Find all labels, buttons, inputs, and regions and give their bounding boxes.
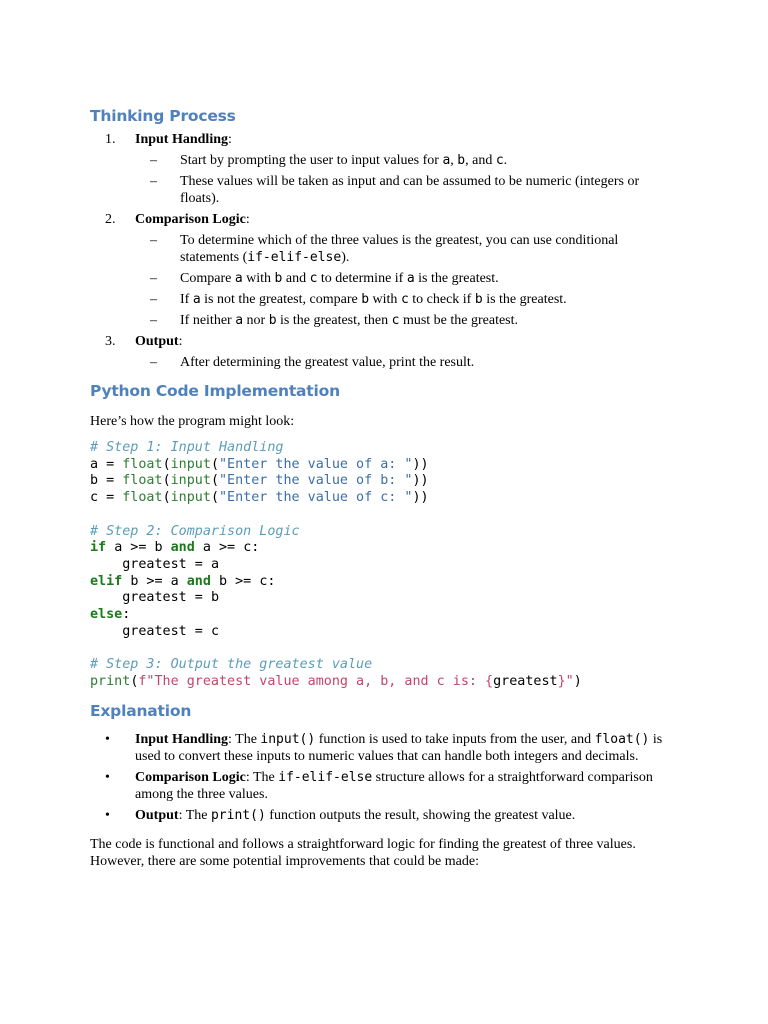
- code-comment: # Step 2: Comparison Logic: [90, 523, 300, 539]
- step-subitems: [135, 152, 680, 207]
- explanation-item: • Comparison Logic: The if-elif-else structure allows for a straightforward comparison among the three values.: [105, 769, 653, 802]
- step-number: 3.: [105, 334, 116, 349]
- heading-python-code: Python Code Implementation: [90, 382, 340, 400]
- sub-item: – These values will be taken as input and can be assumed to be numeric (integers or floats).: [150, 174, 640, 206]
- explanation-item: • Input Handling: The input() function is used to take inputs from the user, and float() is used to convert these inputs to numeric values that can handle both integers and decimals.: [105, 731, 663, 764]
- step-item: 2. Comparison Logic: – To determine which of the three values is the greatest, you can use conditional statements (if-elif-else). – Compare a with b and c to determine if a is the greatest. – If a is not the greatest, compare b with c to check if b is the greatest. – If neither a nor b is the greatest, then c must be the greatest.: [90, 211, 680, 329]
- step-subitems: [135, 354, 680, 371]
- heading-thinking-process: Thinking Process: [90, 107, 236, 125]
- step-number: 1.: [105, 132, 116, 147]
- step-item: 1. Input Handling: – Start by prompting the user to input values for a, b, and c. – These values will be taken as input and can be assumed to be numeric (integers or floats).: [90, 131, 680, 207]
- sub-item: – After determining the greatest value, print the result.: [150, 355, 475, 370]
- closing-paragraph: The code is functional and follows a straightforward logic for finding the greatest of three values. However, there are some potential improvements that could be made:: [90, 836, 636, 870]
- explanation-list: [90, 731, 680, 824]
- step-item: 3. Output: – After determining the greatest value, print the result.: [90, 333, 680, 371]
- step-title: Input Handling: [135, 132, 228, 147]
- sub-item: – Compare a with b and c to determine if a is the greatest.: [150, 271, 499, 286]
- sub-item: – If a is not the greatest, compare b with c to check if b is the greatest.: [150, 292, 567, 307]
- sub-item: – If neither a nor b is the greatest, then c must be the greatest.: [150, 313, 519, 328]
- code-comment: # Step 3: Output the greatest value: [90, 657, 373, 673]
- step-subitems: [135, 232, 680, 329]
- code-block: # Step 1: Input Handling a = float(input("Enter the value of a: ")) b = float(input("Enter the value of b: ")) c = float(input("Enter the value of c: ")) # Step 2: Comparison Logic if a >= b and a >= c: greatest = a elif b >= a and b >= c: greatest = b else: greatest = c # Step 3: Output the greatest value print(f"The greatest value among a, b, and c is: {greatest}"): [90, 440, 582, 689]
- thinking-steps-list: [90, 131, 680, 371]
- code-comment: # Step 1: Input Handling: [90, 440, 284, 455]
- explanation-item: • Output: The print() function outputs the result, showing the greatest value.: [105, 807, 576, 823]
- document-content: [90, 104, 680, 871]
- sub-item: – To determine which of the three values is the greatest, you can use conditional statements (if-elif-else).: [150, 233, 619, 265]
- step-title: Output: [135, 334, 179, 349]
- heading-explanation: Explanation: [90, 701, 192, 720]
- code-intro: Here’s how the program might look:: [90, 414, 295, 429]
- sub-item: – Start by prompting the user to input values for a, b, and c.: [150, 153, 508, 168]
- step-number: 2.: [105, 212, 116, 227]
- step-title: Comparison Logic: [135, 212, 246, 227]
